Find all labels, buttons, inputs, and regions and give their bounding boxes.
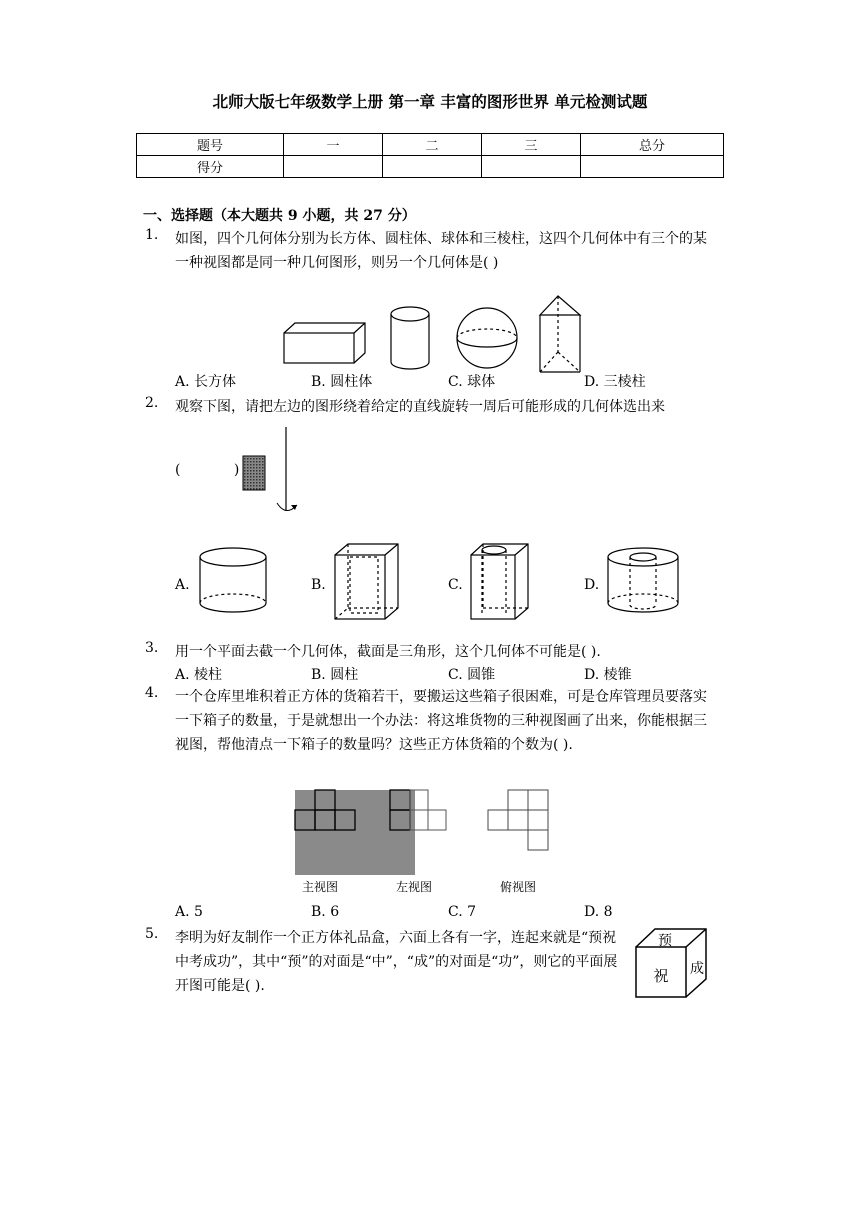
cylinder-shape: [391, 307, 429, 369]
top-view-grid: [488, 790, 548, 850]
question-number: 3.: [145, 640, 159, 656]
question-number: 1.: [145, 227, 159, 243]
option-a-cylinder-shape: [200, 548, 266, 612]
q4-three-views-figure: [290, 785, 580, 900]
option-a[interactable]: A. 棱柱: [175, 667, 223, 683]
score-table-score-row: [137, 156, 724, 178]
table-cell: 三: [482, 134, 581, 156]
table-cell: 一: [284, 134, 383, 156]
gift-cube-figure: [630, 925, 715, 1005]
option-c[interactable]: C. 球体: [448, 374, 496, 390]
option-d[interactable]: D. 三棱柱: [584, 374, 646, 390]
answer-paren: ( ): [175, 462, 240, 478]
option-a[interactable]: A. 长方体: [175, 374, 237, 390]
question-number: 5.: [145, 926, 159, 942]
cuboid-shape: [284, 323, 365, 363]
score-table-header-row: [137, 134, 724, 156]
question-text: 如图，四个几何体分别为长方体、圆柱体、球体和三棱柱，这四个几何体中有三个的某一种视图都是同一种几何图形，则另一个几何体是( ): [175, 231, 707, 271]
question-number: 2.: [145, 395, 159, 411]
option-d[interactable]: D.: [584, 577, 600, 593]
score-table: [136, 133, 724, 178]
score-input-cell[interactable]: [581, 156, 724, 178]
section-heading: 一、选择题（本大题共 9 小题，共 27 分）: [143, 208, 416, 224]
option-b[interactable]: B. 圆柱体: [311, 374, 373, 390]
gray-scan-background: [295, 790, 415, 875]
option-b[interactable]: B.: [311, 577, 326, 593]
option-a[interactable]: A.: [175, 577, 190, 593]
option-c-box-cylinder-shape: [471, 544, 528, 619]
shaded-rectangle: [243, 456, 265, 490]
view-label-left: 左视图: [396, 880, 433, 894]
cube-face-right: 成: [690, 961, 704, 977]
score-input-cell[interactable]: [383, 156, 482, 178]
page-title: 北师大版七年级数学上册 第一章 丰富的图形世界 单元检测试题: [212, 92, 648, 111]
cube-face-front: 祝: [653, 967, 669, 985]
view-label-front: 主视图: [302, 880, 339, 894]
table-cell: 总分: [581, 134, 724, 156]
table-cell: 题号: [137, 134, 284, 156]
option-d[interactable]: D. 棱锥: [584, 667, 632, 683]
question-text: 用一个平面去截一个几何体，截面是三角形，这个几何体不可能是( ).: [175, 644, 601, 660]
triangular-prism-shape: [540, 296, 580, 372]
cube-face-top: 预: [658, 933, 672, 949]
option-c[interactable]: C. 7: [448, 904, 477, 920]
sphere-shape: [457, 308, 517, 368]
option-b[interactable]: B. 6: [311, 904, 340, 920]
option-c[interactable]: C. 圆锥: [448, 667, 496, 683]
option-a[interactable]: A. 5: [175, 904, 203, 920]
question-text: 观察下图，请把左边的图形绕着给定的直线旋转一周后可能形成的几何体选出来: [175, 399, 665, 415]
rotation-figure: [235, 425, 305, 520]
question-text: 李明为好友制作一个正方体礼品盒，六面上各有一字，连起来就是“预祝中考成功”，其中“预”的对面是“中”，“成”的对面是“功”，则它的平面展开图可能是( ).: [175, 930, 618, 994]
option-d-hollow-cylinder-shape: [608, 548, 678, 612]
table-cell: 得分: [137, 156, 284, 178]
option-c[interactable]: C.: [448, 577, 463, 593]
option-d[interactable]: D. 8: [584, 904, 613, 920]
option-b[interactable]: B. 圆柱: [311, 667, 359, 683]
question-text: 一个仓库里堆积着正方体的货箱若干，要搬运这些箱子很困难，可是仓库管理员要落实一下箱子的数量，于是就想出一个办法：将这堆货物的三种视图画了出来，你能根据三视图，帮他清点一下箱子的数量吗？这些正方体货箱的个数为( ).: [175, 689, 707, 753]
table-cell: 二: [383, 134, 482, 156]
score-input-cell[interactable]: [284, 156, 383, 178]
q1-solids-figure: [275, 290, 615, 380]
q2-options-figure: [190, 535, 710, 625]
view-label-top: 俯视图: [500, 880, 537, 894]
question-number: 4.: [145, 685, 159, 701]
option-b-hollow-box-shape: [335, 544, 398, 619]
score-input-cell[interactable]: [482, 156, 581, 178]
